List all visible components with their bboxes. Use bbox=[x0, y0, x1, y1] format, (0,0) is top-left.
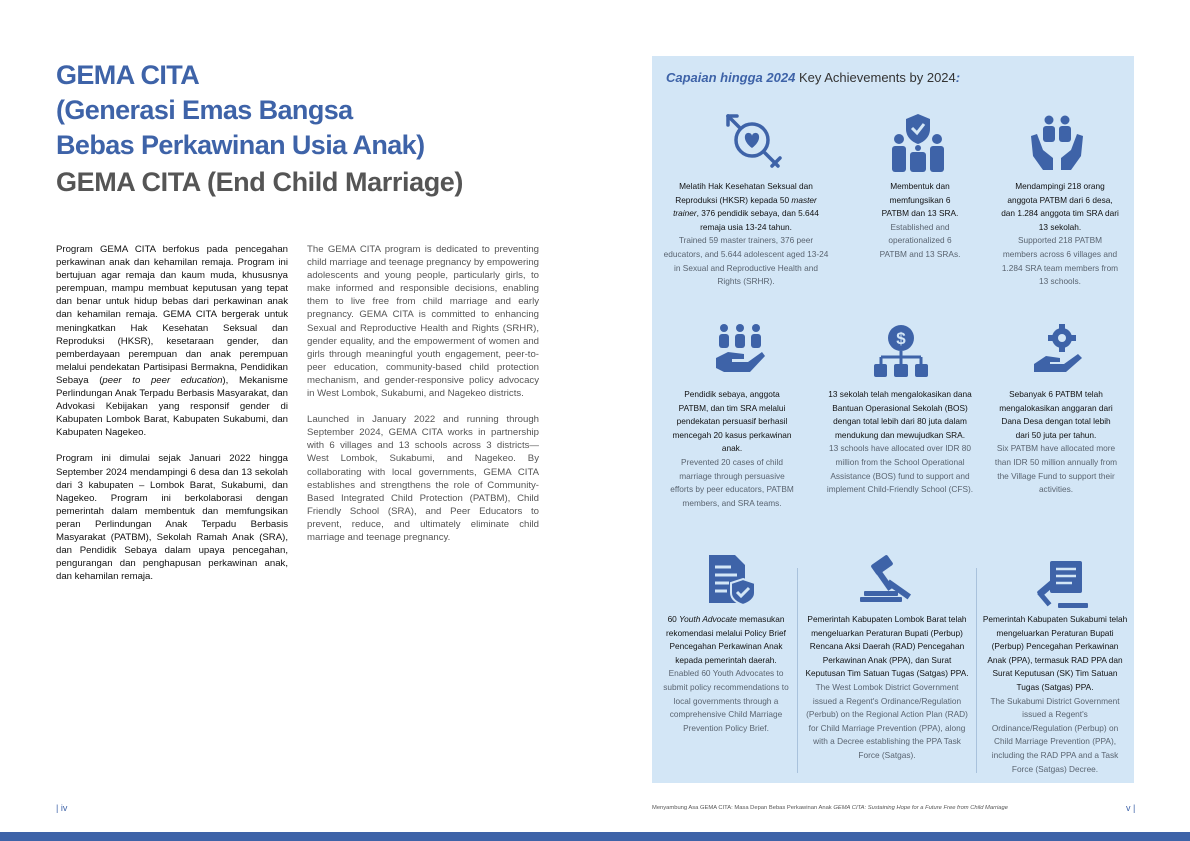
achievement-cell bbox=[982, 613, 1128, 776]
page-number-left: | iv bbox=[56, 803, 68, 813]
achievement-cell bbox=[878, 180, 962, 262]
achievement-en-text: Prevented 20 cases of child marriage through persuasive efforts by peer educators, PATBM members, and SRA teams. bbox=[670, 456, 794, 508]
page-title-line-1: GEMA CITA bbox=[56, 60, 200, 90]
family-shield-icon bbox=[890, 112, 946, 174]
achievement-cell bbox=[663, 180, 829, 289]
achievement-en-text: Trained 59 master trainers, 376 peer educators, and 5.644 adolescent aged 13-24 in Sexual and Reproductive Health and Rights (SRHR). bbox=[663, 235, 829, 287]
body-indonesian bbox=[56, 243, 288, 596]
achievement-en-text: The Sukabumi District Government issued a Regent's Ordinance/Regulation (Perbup) on Child Marriage Prevention (PPA), including the RAD PPA and a Task Force (Satgas) Decree. bbox=[990, 695, 1120, 774]
achievement-id-text: Sebanyak 6 PATBM telah mengalokasikan anggaran dari Dana Desa dengan total lebih dari 50 juta per tahun. bbox=[999, 389, 1113, 440]
document-shield-icon bbox=[705, 553, 757, 607]
page-title-line-2: (Generasi Emas Bangsa bbox=[56, 95, 353, 125]
achievement-cell bbox=[656, 613, 796, 735]
bottom-color-bar bbox=[0, 832, 1190, 841]
achievement-cell bbox=[803, 613, 971, 763]
achievement-en-text: 13 schools have allocated over IDR 80 million from the School Operational Assistance (BOS) fund to support and implement Child-Friendly School (CFS). bbox=[826, 443, 974, 495]
achievement-en-text: Enabled 60 Youth Advocates to submit policy recommendations to local governments through a comprehensive Child Marriage Prevention Policy Brief. bbox=[663, 668, 789, 733]
achievement-id-text: Melatih Hak Kesehatan Seksual dan Reproduksi (HKSR) kepada 50 master trainer, 376 pendidik sebaya, dan 5.644 remaja usia 13-24 tahun. bbox=[673, 181, 819, 232]
column-divider bbox=[976, 568, 977, 773]
column-divider bbox=[797, 568, 798, 773]
gavel-icon bbox=[858, 553, 916, 603]
achievement-cell bbox=[670, 388, 794, 510]
achievement-en-text: Established and operationalized 6 PATBM and 13 SRAs. bbox=[879, 221, 961, 259]
body-en-paragraph-2: Launched in January 2022 and running through September 2024, GEMA CITA works in partnership with 6 villages and 13 schools across 3 districts—West Lombok, Sukabumi, and Nagekeo. By collaborating with local governments, GEMA CITA establishes and strengthens the role of Community-Based Integrated Child Protection (PATBM), Child Friendly School (SRA), and Peer Educators to prevent, reduce, and ultimately eliminate child marriage and teenage pregnancy. bbox=[307, 414, 539, 543]
body-english bbox=[307, 243, 539, 557]
achievement-id-text: Pemerintah Kabupaten Lombok Barat telah mengeluarkan Peraturan Bupati (Perbup) Rencana Aksi Daerah (RAD) Pencegahan Perkawinan Anak (PPA), dan Surat Keputusan Tim Satuan Tugas (Satgas) PPA. bbox=[805, 614, 969, 679]
hands-people-icon bbox=[1029, 114, 1085, 172]
achievement-id-text: Pemerintah Kabupaten Sukabumi telah mengeluarkan Peraturan Bupati (Perbup) Pencegahan Perkawinan Anak (PPA), termasuk RAD PPA dan Surat Keputusan (SK) Tim Satuan Tugas (Satgas) PPA. bbox=[982, 614, 1128, 692]
panel-heading: Capaian hingga 2024 Key Achievements by 2024: bbox=[666, 70, 961, 85]
achievement-id-text: Pendidik sebaya, anggota PATBM, dan tim SRA melalui pendekatan persuasif berhasil mencegah 20 kasus perkawinan anak. bbox=[672, 389, 792, 454]
achievement-cell bbox=[1000, 180, 1120, 289]
page-number-right: v | bbox=[1126, 803, 1136, 813]
achievement-cell bbox=[824, 388, 976, 497]
achievement-en-text: The West Lombok District Government issued a Regent's Ordinance/Regulation (Perbub) on the Regional Action Plan (RAD) for Child Marriage Prevention (PPA), along with a Decree establishing the PPA Task Force (Satgas). bbox=[806, 681, 968, 760]
gavel-document-icon bbox=[1034, 553, 1090, 609]
body-en-paragraph-1: The GEMA CITA program is dedicated to preventing child marriage and teenage pregnancy by empowering adolescents and young people, particularly girls, to make informed and responsible decisions, enabling them to live free from child marriage and early pregnancy. GEMA CITA is committed to enhancing Sexual and Reproductive Health and Rights (SRHR), gender equality, and the empowerment of women and girls through meaningful youth engagement, peer-to-peer education, community-based child protection mechanism, and gender-responsive policy advocacy in West Lombok, Sukabumi, and Nagekeo districts. bbox=[307, 244, 539, 400]
achievement-id-text: 13 sekolah telah mengalokasikan dana Bantuan Operasional Sekolah (BOS) dengan total lebih dari 80 juta dalam mendukung dan mewujudkan SRA. bbox=[828, 389, 972, 440]
gender-heart-icon bbox=[722, 108, 786, 172]
running-footer: Menyambung Asa GEMA CITA: Masa Depan Bebas Perkawinan Anak GEMA CITA: Sustaining Hope for a Future Free from Child Marriage bbox=[652, 805, 1008, 811]
achievement-en-text: Six PATBM have allocated more than IDR 50 million annually from the Village Fund to support their activities. bbox=[994, 443, 1118, 495]
page-title-line-3: Bebas Perkawinan Usia Anak) bbox=[56, 130, 425, 160]
svg-text:$: $ bbox=[896, 329, 906, 348]
body-id-paragraph-2: Program ini dimulai sejak Januari 2022 hingga September 2024 mendampingi 6 desa dan 13 sekolah dari 3 kabupaten – Lombok Barat, Sukabumi, dan Nagekeo. Program ini berkolaborasi dengan pemerintah dalam membentuk dan memfungsikan peran Perlindungan Anak Terpadu Berbasis Masyarakat (PATBM), Sekolah Ramah Anak (SRA), dan Pendidik Sebaya dalam upaya pencegahan, pengurangan dan penghapusan perkawinan anak, dan kehamilan remaja. bbox=[56, 453, 288, 583]
page-subtitle: GEMA CITA (End Child Marriage) bbox=[56, 167, 464, 197]
achievement-cell bbox=[994, 388, 1118, 497]
fund-network-icon bbox=[872, 324, 930, 380]
body-id-paragraph-1: Program GEMA CITA berfokus pada pencegahan perkawinan anak dan kehamilan remaja. Program ini bertujuan agar remaja dan kaum muda, khususnya perempuan, mampu membuat keputusan yang tepat dan benar untuk hidup bebas dari perkawinan anak dan kehamilan remaja. GEMA CITA bergerak untuk meningkatkan Hak Kesehatan Seksual dan Reproduksi (HKSR), kesetaraan gender, dan pemberdayaan perempuan dan anak perempuan melalui pendekatan Partisipasi Bermakna, Pendidikan Sebaya (peer to peer education), Mekanisme Perlindungan Anak Terpadu Berbasis Masyarakat, dan Advokasi Kebijakan yang responsif gender di Kabupaten Lombok Barat, Kabupaten Sukabumi, dan Kabupaten Nagekeo. bbox=[56, 244, 288, 439]
community-hand-icon bbox=[714, 322, 766, 376]
achievement-en-text: Supported 218 PATBM members across 6 villages and 1.284 SRA team members from 13 schools. bbox=[1001, 235, 1119, 287]
achievement-id-text: 60 Youth Advocate memasukan rekomendasi melalui Policy Brief Pencegahan Perkawinan Anak kepada pemerintah daerah. bbox=[666, 614, 786, 665]
achievement-id-text: Membentuk dan memfungsikan 6 PATBM dan 13 SRA. bbox=[881, 181, 959, 219]
achievement-id-text: Mendampingi 218 orang anggota PATBM dari 6 desa, dan 1.284 anggota tim SRA dari 13 sekolah. bbox=[1001, 181, 1119, 232]
hand-gear-icon bbox=[1032, 324, 1084, 376]
